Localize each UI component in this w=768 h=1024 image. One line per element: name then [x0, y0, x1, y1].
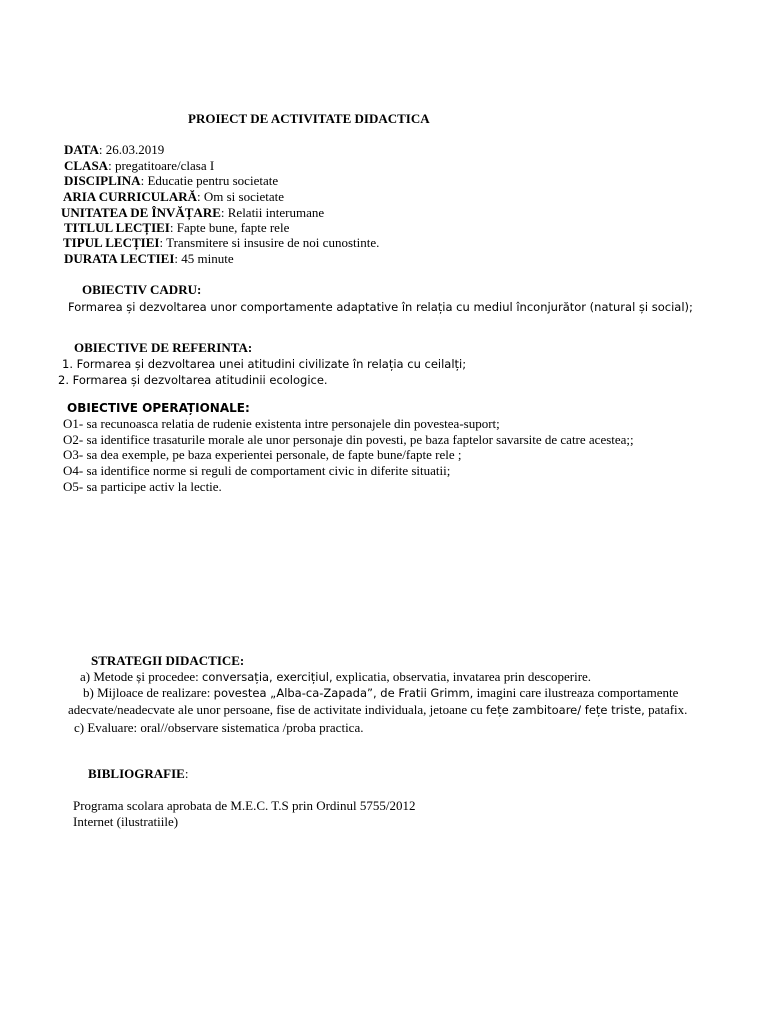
obiective-referinta-heading: OBIECTIVE DE REFERINTA: — [74, 340, 253, 355]
metode-prefix: a) Metode și procedee: — [80, 669, 203, 684]
field-aria-curriculara — [63, 189, 284, 205]
mijloace-prefix: b) Mijloace de realizare: — [83, 685, 214, 700]
field-value: : Educatie pentru societate — [140, 173, 279, 188]
bibliografie-heading-line — [88, 766, 188, 782]
metode-rest: explicatia, observatia, invatarea prin descoperire. — [332, 669, 592, 684]
field-label: CLASA — [64, 158, 109, 173]
field-value: : 45 minute — [174, 251, 234, 266]
metode-list: conversația, exercițiul, — [202, 670, 333, 684]
field-label: TITLUL LECȚIEI — [64, 220, 170, 235]
field-label: DURATA LECTIEI — [64, 251, 175, 266]
field-value: : Fapte bune, fapte rele — [169, 220, 290, 235]
page-title: PROIECT DE ACTIVITATE DIDACTICA — [188, 111, 430, 126]
obiectiv-cadru-heading: OBIECTIV CADRU: — [82, 282, 202, 297]
field-value: : Relatii interumane — [220, 205, 325, 220]
field-disciplina — [64, 173, 278, 189]
field-label: TIPUL LECȚIEI — [63, 235, 160, 250]
bibliografie-item: Programa scolara aprobata de M.E.C. T.S prin Ordinul 5755/2012 — [73, 798, 416, 813]
mijloace-rest: imagini care ilustreaza comportamente — [473, 685, 679, 700]
field-unitatea — [61, 205, 324, 221]
strategii-metode — [80, 669, 591, 685]
operational-item: O4- sa identifice norme si reguli de comportament civic in diferite situatii; — [63, 463, 451, 478]
bibliografie-colon: : — [184, 766, 189, 781]
strategii-mijloace-cont — [68, 702, 687, 718]
field-value: : pregatitoare/clasa I — [108, 158, 215, 173]
field-label: UNITATEA DE ÎNVĂȚARE — [61, 205, 221, 220]
strategii-heading: STRATEGII DIDACTICE: — [91, 653, 245, 668]
strategii-mijloace — [83, 685, 678, 701]
field-value: : Transmitere si insusire de noi cunostinte. — [159, 235, 380, 250]
field-label: DISCIPLINA — [64, 173, 141, 188]
field-label: ARIA CURRICULARĂ — [63, 189, 197, 204]
mijloace-poveste: povestea „Alba-ca-Zapada”, de Fratii Grimm, — [213, 686, 474, 700]
operational-item: O2- sa identifice trasaturile morale ale unor personaje din povesti, pe baza faptelor savarsite de catre acestea;; — [63, 432, 634, 447]
field-data — [64, 142, 164, 158]
obiective-operationale-heading: OBIECTIVE OPERAȚIONALE: — [67, 401, 250, 415]
referinta-item: 2. Formarea și dezvoltarea atitudinii ecologice. — [58, 373, 328, 387]
strategii-evaluare: c) Evaluare: oral//observare sistematica /proba practica. — [74, 720, 364, 735]
field-tipul — [63, 235, 379, 251]
mijloace2-jetoane: fețe zambitoare/ fețe triste, — [485, 703, 645, 717]
operational-item: O1- sa recunoasca relatia de rudenie existenta intre personajele din povestea-suport; — [63, 416, 500, 431]
referinta-item: 1. Formarea și dezvoltarea unei atitudini civilizate în relația cu ceilalți; — [62, 357, 467, 371]
field-durata — [64, 251, 234, 267]
field-value: : 26.03.2019 — [98, 142, 165, 157]
bibliografie-heading: BIBLIOGRAFIE — [88, 766, 185, 781]
field-value: : Om si societate — [196, 189, 284, 204]
operational-item: O5- sa participe activ la lectie. — [63, 479, 222, 494]
obiectiv-cadru-text: Formarea și dezvoltarea unor comportamente adaptative în relația cu mediul înconjurător (natural și social); — [68, 300, 693, 314]
mijloace2-prefix: adecvate/neadecvate ale unor persoane, fise de activitate individuala, jetoane cu — [68, 702, 486, 717]
mijloace2-rest: patafix. — [644, 702, 688, 717]
field-label: DATA — [64, 142, 99, 157]
bibliografie-item: Internet (ilustratiile) — [73, 814, 179, 829]
operational-item: O3- sa dea exemple, pe baza experientei personale, de fapte bune/fapte rele ; — [63, 447, 462, 462]
field-titlul — [64, 220, 289, 236]
field-clasa — [64, 158, 214, 174]
